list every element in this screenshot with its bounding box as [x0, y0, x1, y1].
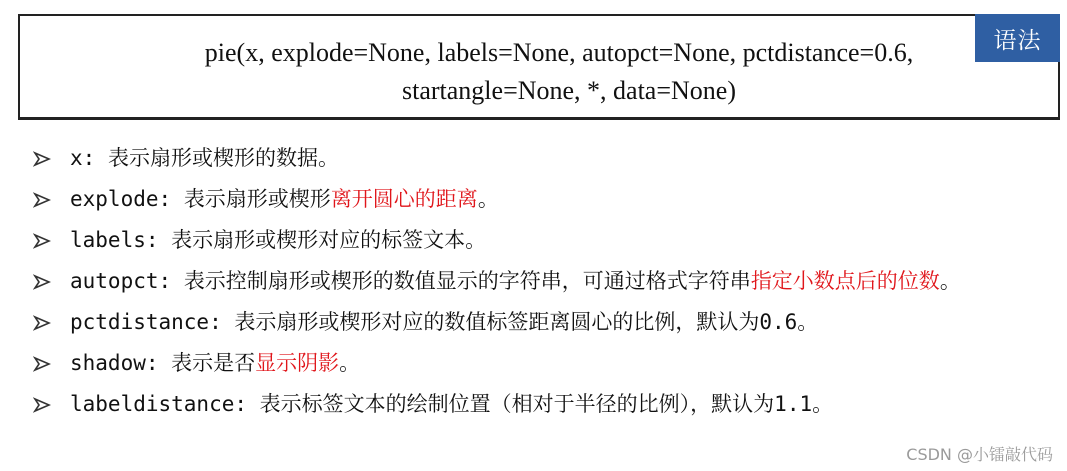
arrow-bullet-icon: [30, 179, 54, 220]
param-separator: :: [209, 310, 235, 334]
param-labels: [30, 220, 1050, 261]
param-tail: 。: [939, 269, 961, 293]
param-highlight: 离开圆心的距离: [330, 187, 478, 211]
arrow-bullet-icon: [30, 343, 54, 384]
param-autopct: [30, 261, 1060, 302]
param-separator: :: [82, 146, 108, 170]
param-highlight: 显示阴影: [255, 351, 340, 375]
param-name: x: [70, 146, 83, 170]
signature-line-1: pie(x, explode=None, labels=None, autopct=None, pctdistance=0.6,: [204, 38, 914, 67]
param-separator: :: [145, 228, 172, 252]
param-name: labels: [70, 228, 146, 252]
param-separator: :: [145, 351, 172, 375]
function-signature: [20, 34, 1058, 110]
param-description: 表示扇形或楔形对应的标签文本。: [171, 228, 487, 252]
param-description: 表示是否: [171, 351, 256, 375]
param-tail: 。: [477, 187, 499, 211]
arrow-bullet-icon: [30, 261, 54, 302]
syntax-tag: 语法: [975, 14, 1060, 62]
param-name: explode: [70, 187, 159, 211]
arrow-bullet-icon: [30, 302, 54, 343]
param-separator: :: [158, 187, 184, 211]
param-description: 表示控制扇形或楔形的数值显示的字符串，可通过格式字符串: [183, 269, 751, 293]
param-pctdistance: [30, 302, 1050, 343]
param-highlight: 指定小数点后的位数: [750, 269, 940, 293]
parameter-list: [30, 138, 1050, 425]
param-separator: :: [158, 269, 184, 293]
signature-line-2: startangle=None, *, data=None): [402, 76, 736, 105]
param-name: pctdistance: [70, 310, 210, 334]
arrow-bullet-icon: [30, 220, 54, 261]
param-shadow: [30, 343, 1050, 384]
arrow-bullet-icon: [30, 384, 54, 425]
syntax-box: [18, 14, 1060, 120]
param-description: 表示扇形或楔形: [183, 187, 331, 211]
param-separator: :: [234, 392, 260, 416]
param-x: [30, 138, 1050, 179]
param-name: autopct: [70, 269, 159, 293]
param-description: 表示扇形或楔形的数据。: [107, 146, 339, 170]
param-name: labeldistance: [70, 392, 235, 416]
param-name: shadow: [70, 351, 146, 375]
param-description: 表示标签文本的绘制位置（相对于半径的比例），默认为1.1。: [259, 392, 834, 416]
param-description: 表示扇形或楔形对应的数值标签距离圆心的比例，默认为0.6。: [234, 310, 819, 334]
param-labeldistance: [30, 384, 1050, 425]
param-explode: [30, 179, 1050, 220]
param-tail: 。: [339, 351, 361, 375]
arrow-bullet-icon: [30, 138, 54, 179]
watermark: CSDN @小镭敲代码: [906, 445, 1053, 464]
